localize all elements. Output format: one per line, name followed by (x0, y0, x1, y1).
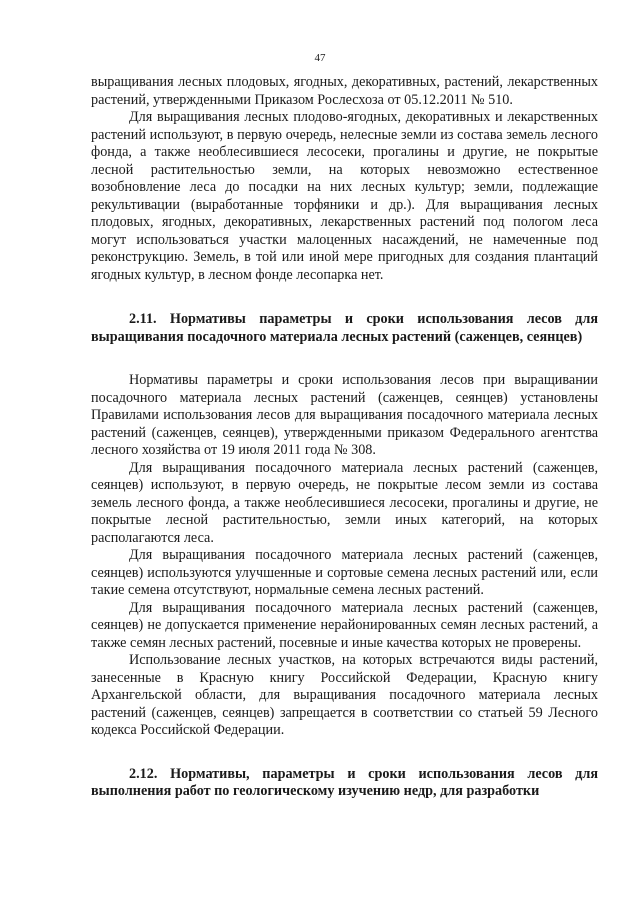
page-number: 47 (314, 52, 326, 64)
paragraph: Нормативы параметры и сроки использования лесов при выращивании посадочного материала лесных растений (саженцев, сеянцев) установлены Правилами использования лесов для выращивания посадочного материала лесных растений (саженцев, сеянцев), утвержденными приказом Федерального агентства лесного хозяйства от 19 июля 2011 года № 308. (91, 372, 598, 458)
paragraph: Для выращивания посадочного материала лесных растений (саженцев, сеянцев) не допускается применение нерайонированных семян лесных растений, а также семян лесных растений, посевные и иные качества которых не проверены. (91, 599, 598, 651)
section-heading-2-12: 2.12. Нормативы, параметры и сроки использования лесов для выполнения работ по геологическому изучению недр, для разработки (91, 765, 598, 799)
page-body (91, 74, 598, 801)
section-heading-2-11: 2.11. Нормативы параметры и сроки использования лесов для выращивания посадочного материала лесных растений (саженцев, сеянцев) (91, 311, 598, 345)
paragraph: выращивания лесных плодовых, ягодных, декоративных, растений, лекарственных растений, утвержденными Приказом Рослесхоза от 05.12.2011 № 510. (91, 74, 598, 108)
paragraph: Для выращивания посадочного материала лесных растений (саженцев, сеянцев) используются улучшенные и сортовые семена лесных растений или, если такие семена отсутствуют, нормальные семена лесных растений. (91, 547, 598, 598)
paragraph: Использование лесных участков, на которых встречаются виды растений, занесенные в Красную книгу Российской Федерации, Красную книгу Архангельской области, для выращивания посадочного материала лесных растений (саженцев, сеянцев) запрещается в соответствии со статьей 59 Лесного кодекса Российской Федерации. (91, 652, 598, 738)
paragraph: Для выращивания лесных плодово-ягодных, декоративных и лекарственных растений используют, в первую очередь, нелесные земли из состава земель лесного фонда, а также необлесившиеся лесосеки, прогалины и другие, не покрытые лесной растительностью земли, на которых невозможно естественное возобновление леса до посадки на них лесных культур; земли, подлежащие рекультивации (выработанные торфяники и др.). Для выращивания лесных плодовых, ягодных, декоративных, лекарственных растений под пологом леса могут использоваться участки малоценных насаждений, не намеченные под реконструкцию. Земель, в той или иной мере пригодных для создания плантаций ягодных культур, в лесном фонде лесопарка нет. (91, 109, 598, 283)
paragraph: Для выращивания посадочного материала лесных растений (саженцев, сеянцев) используют, в первую очередь, не покрытые лесом земли из состава земель лесного фонда, а также необлесившиеся лесосеки, прогалины и другие, не покрытые лесной растительностью, земли иных категорий, на которых располагаются леса. (91, 459, 598, 546)
